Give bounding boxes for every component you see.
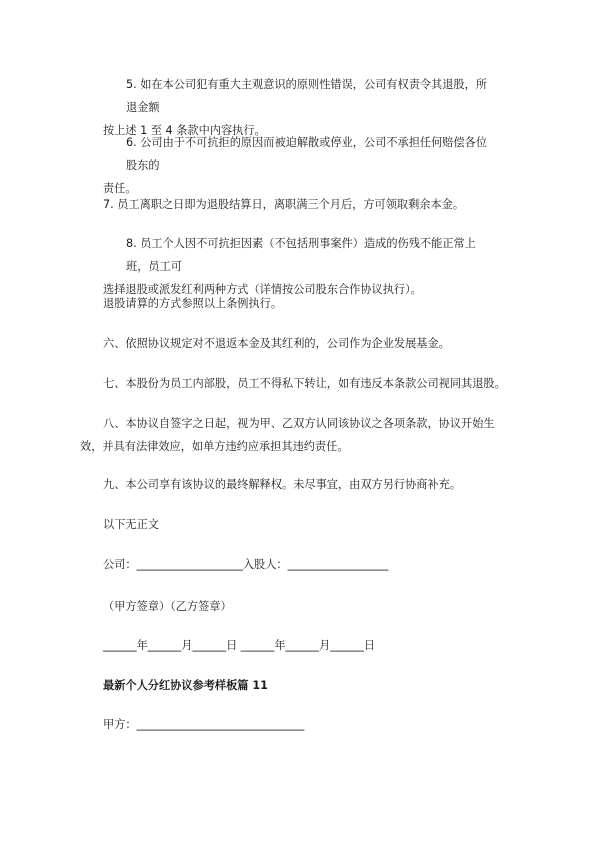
section-8 [80,412,526,458]
signature-line [103,553,523,576]
clause-6 [103,131,495,200]
section-7-text: 七、本股份为员工内部股，员工不得私下转让，如有违反本条款公司视同其退股。 [103,377,506,390]
clause-8-line-2: 选择退股或派发红利两种方式（详情按公司股东合作协议执行）。 [103,283,422,296]
clause-7-text: 7. 员工离职之日即为退股结算日，离职满三个月后，方可领取剩余本金。 [103,198,465,211]
clause-8-line-1: 8. 员工个人因不可抗拒因素（不包括刑事案件）造成的伤残不能正常上班，员工可 [126,237,476,273]
stamp-line-text: （甲方签章）（乙方签章） [103,600,232,613]
date-line-text: ______年______月______日 ______年______月______日 [103,639,376,652]
signature-line-text: 公司：___________________入股人：__________________ [103,558,389,571]
section-8-line-1: 八、本协议自签字之日起，视为甲、乙双方认同该协议之各项条款，协议开始生 [103,417,495,430]
end-note [103,513,495,536]
next-section-heading [103,674,495,697]
section-6 [103,332,523,355]
clause-8 [103,232,495,301]
section-8-line-2: 效，并具有法律效应，如单方违约应承担其违约责任。 [80,440,349,453]
stamp-line [103,595,495,618]
clause-6-line-2: 责任。 [103,182,137,195]
settlement-note [103,292,495,315]
clause-5-line-1: 5. 如在本公司犯有重大主观意识的原则性错误，公司有权责令其退股，所退金额 [126,78,488,114]
section-6-text: 六、依照协议规定对不退返本金及其红利的，公司作为企业发展基金。 [103,337,450,350]
date-line [103,634,523,657]
section-7 [103,372,543,395]
party-a-line [103,713,495,736]
clause-7 [103,193,523,216]
section-9 [103,473,523,496]
clause-5-line-2: 按上述 1 至 4 条款中内容执行。 [103,124,266,137]
end-note-text: 以下无正文 [103,518,159,531]
settlement-text: 退股请算的方式参照以上条例执行。 [103,297,283,310]
next-section-heading-text: 最新个人分红协议参考样板篇 11 [103,679,268,692]
clause-6-line-1: 6. 公司由于不可抗拒的原因而被迫解散或停业，公司不承担任何赔偿各位股东的 [126,136,488,172]
section-9-text: 九、本公司享有该协议的最终解释权。未尽事宜，由双方另行协商补充。 [103,478,462,491]
party-a-line-text: 甲方：______________________________ [103,718,305,731]
